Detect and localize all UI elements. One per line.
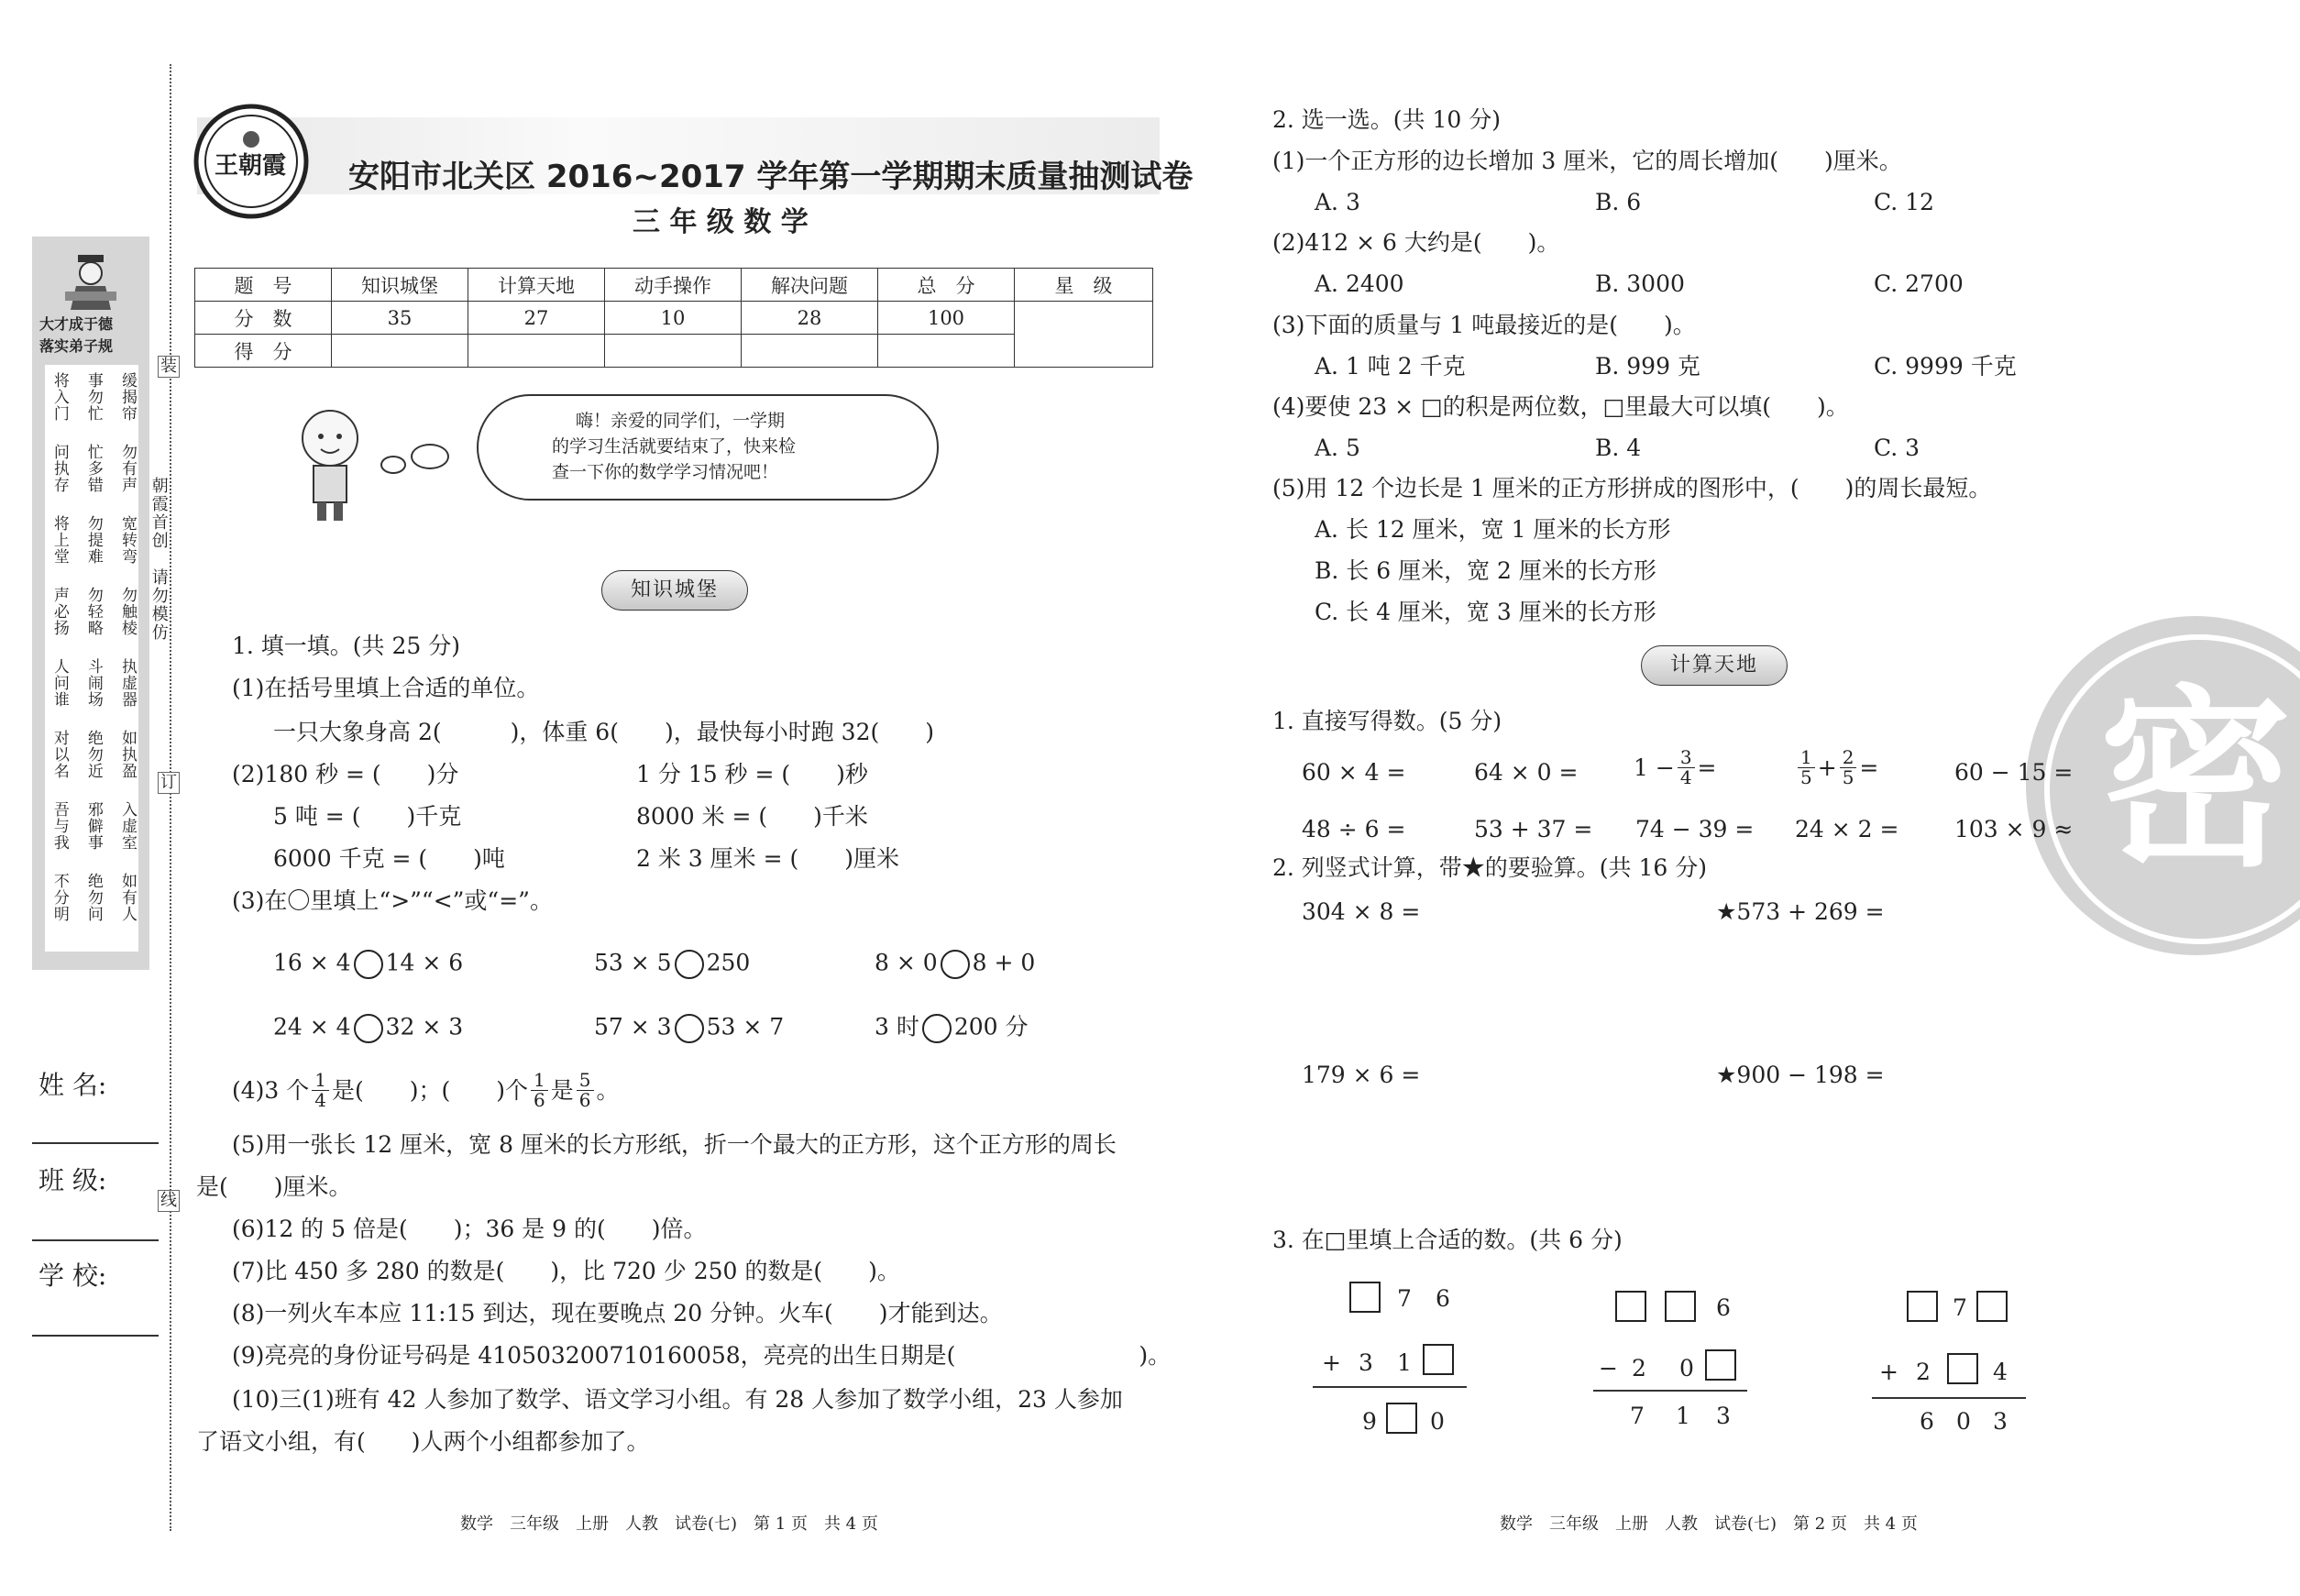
q2-item2: (2)412 × 6 大约是( )。 (1272, 229, 1560, 256)
motto-phrase: 勿提难 (83, 515, 103, 565)
q1-part4-text-b: 是( )；( )个 (332, 1077, 529, 1104)
motto-phrase: 入虚室 (118, 801, 137, 851)
speech-line-1: 嗨！亲爱的同学们，一学期 (576, 411, 786, 431)
motto-phrase: 绝勿近 (83, 730, 103, 779)
q1-part8: (8)一列火车本应 11:15 到达，现在要晚点 20 分钟。火车( )才能到达。 (232, 1300, 1003, 1326)
digit-box[interactable] (1705, 1349, 1736, 1381)
digit: 0 (1679, 1355, 1694, 1381)
denominator: 6 (534, 1089, 545, 1111)
compare-item (875, 1014, 1029, 1043)
score-cell[interactable] (605, 335, 742, 368)
numerator: 2 (1840, 748, 1857, 768)
q1-part10-line1: (10)三(1)班有 42 人参加了数学、语文学习小组。有 28 人参加了数学小组，23 人参加 (232, 1386, 1123, 1413)
c1-expr-fraction-sub (1634, 748, 1717, 787)
q2-item5-opt-c[interactable]: C. 长 4 厘米，宽 3 厘米的长方形 (1315, 599, 1656, 625)
motto-phrase: 问执存 (50, 444, 69, 493)
score-cell[interactable] (742, 335, 878, 368)
c1-expr: 24 × 2 = (1795, 816, 1899, 842)
q2-item1-opt-b[interactable]: B. 6 (1595, 189, 1642, 215)
motto-phrase: 声必扬 (50, 587, 69, 636)
motto-top: 大才成于德 (39, 315, 114, 333)
compare-circle[interactable] (922, 1014, 952, 1043)
q2-item4-opt-a[interactable]: A. 5 (1315, 435, 1360, 461)
digit-box[interactable] (1615, 1291, 1646, 1322)
expr-text: + (1817, 754, 1837, 781)
compare-item (875, 950, 1035, 979)
fold-mark-2: 订 (158, 772, 180, 794)
digit: 9 (1362, 1408, 1377, 1435)
operator: + (1879, 1359, 1898, 1385)
header-cell: 计算天地 (468, 269, 605, 302)
vertical-puzzle-c (1872, 1291, 2028, 1437)
digit: 4 (1993, 1359, 2008, 1385)
speech-line-2: 的学习生活就要结束了，快来检 (552, 436, 797, 457)
q2-item5-opt-a[interactable]: A. 长 12 厘米，宽 1 厘米的长方形 (1315, 516, 1671, 543)
q1-part4-text-a: (4)3 个 (232, 1077, 310, 1104)
digit: 1 (1397, 1349, 1412, 1376)
motto-row (50, 658, 135, 730)
c1-expr: 74 − 39 = (1635, 816, 1755, 842)
header-cell: 动手操作 (605, 269, 742, 302)
motto-phrase: 绝勿问 (83, 873, 103, 922)
thought-bubble-small (380, 456, 406, 474)
q2-item3-opt-a[interactable]: A. 1 吨 2 千克 (1315, 353, 1466, 380)
fraction (531, 1071, 548, 1110)
star-rating-cell[interactable] (1015, 302, 1153, 368)
q1-part2-c: 5 吨 = ( )千克 (273, 803, 462, 830)
score-row (195, 335, 1153, 368)
compare-circle[interactable] (354, 1014, 383, 1043)
digit-box[interactable] (1423, 1344, 1454, 1375)
q2-item3-opt-b[interactable]: B. 999 克 (1595, 353, 1700, 380)
q1-part3: (3)在〇里填上“>”“<”或“=”。 (232, 887, 553, 914)
compare-left: 57 × 3 (594, 1013, 672, 1040)
compare-right: 32 × 3 (385, 1013, 464, 1040)
q1-part2-d: 8000 米 = ( )千米 (636, 803, 868, 830)
motto-panel (32, 237, 149, 970)
vertical-note-2: 请勿模仿 (149, 568, 169, 642)
fraction (1798, 748, 1815, 787)
exam-subtitle: 三 年 级 数 学 (633, 206, 809, 238)
digit-box[interactable] (1386, 1403, 1417, 1434)
digit: 7 (1953, 1294, 1967, 1321)
motto-phrase: 忙多错 (83, 444, 103, 493)
digit: 3 (1359, 1349, 1373, 1376)
q2-item4-opt-c[interactable]: C. 3 (1874, 435, 1920, 461)
compare-circle[interactable] (675, 1014, 704, 1043)
q2-item3: (3)下面的质量与 1 吨最接近的是( )。 (1272, 312, 1696, 338)
points-cell: 35 (332, 302, 468, 335)
digit: 6 (1920, 1408, 1934, 1435)
q1-title: 1. 填一填。(共 25 分) (232, 633, 461, 659)
sum-line (1872, 1397, 2026, 1399)
motto-text-grid (50, 372, 135, 944)
expr-text: = (1697, 754, 1717, 781)
digit: 7 (1397, 1285, 1412, 1312)
q2-item5: (5)用 12 个边长是 1 厘米的正方形拼成的图形中，( )的周长最短。 (1272, 475, 1992, 501)
denominator: 6 (578, 1089, 591, 1111)
c3-title: 3. 在□里填上合适的数。(共 6 分) (1272, 1227, 1623, 1253)
q2-item3-opt-c[interactable]: C. 9999 千克 (1874, 353, 2017, 380)
fold-mark-3: 线 (158, 1190, 180, 1212)
c1-expr: 64 × 0 = (1474, 759, 1579, 786)
q1-part1-line: 一只大象身高 2( )，体重 6( )，最快每小时跑 32( ) (273, 719, 934, 745)
c2-title: 2. 列竖式计算，带★的要验算。(共 16 分) (1272, 854, 1708, 881)
compare-circle[interactable] (354, 950, 383, 979)
q1-part7: (7)比 450 多 280 的数是( )，比 720 少 250 的数是( )。 (232, 1258, 900, 1284)
exam-title: 安阳市北关区 2016~2017 学年第一学期期末质量抽测试卷 (348, 159, 1194, 195)
q2-item1: (1)一个正方形的边长增加 3 厘米，它的周长增加( )厘米。 (1272, 148, 1902, 174)
school-field[interactable] (32, 1335, 159, 1337)
compare-left: 8 × 0 (875, 949, 938, 976)
motto-row (50, 515, 135, 587)
compare-left: 24 × 4 (273, 1013, 351, 1040)
motto-phrase: 人问谁 (50, 658, 69, 708)
compare-item (594, 950, 750, 979)
header-cell: 总 分 (878, 269, 1015, 302)
q2-title: 2. 选一选。(共 10 分) (1272, 106, 1502, 133)
motto-phrase: 勿轻略 (83, 587, 103, 636)
q2-item1-opt-a[interactable]: A. 3 (1315, 189, 1360, 215)
points-cell: 100 (878, 302, 1015, 335)
motto-phrase: 如执盈 (118, 730, 137, 779)
q1-part4-text-d: 。 (596, 1077, 620, 1104)
header-cell: 解决问题 (742, 269, 878, 302)
numerator: 5 (577, 1071, 594, 1091)
motto-phrase: 如有人 (118, 873, 137, 922)
confidential-watermark (2026, 616, 2300, 955)
compare-circle[interactable] (941, 950, 970, 979)
motto-phrase: 勿有声 (118, 444, 137, 493)
digit: 0 (1956, 1408, 1971, 1435)
c1-expr: 103 × 9 ≈ (1954, 816, 2074, 842)
q1-part5-line2: 是( )厘米。 (196, 1173, 352, 1200)
cartoon-boy-icon (293, 403, 367, 523)
vertical-puzzle-b (1593, 1291, 1749, 1437)
digit: 1 (1676, 1403, 1690, 1429)
expr-text: 1 − (1634, 754, 1675, 781)
motto-phrase: 邪僻事 (83, 801, 103, 851)
numerator: 3 (1678, 748, 1695, 768)
compare-right: 53 × 7 (706, 1013, 785, 1040)
footer-right: 数学 三年级 上册 人教 试卷(七) 第 2 页 共 4 页 (1500, 1514, 1918, 1534)
c1-expr: 60 − 15 = (1954, 759, 2074, 786)
q1-part2-e: 6000 千克 = ( )吨 (273, 845, 505, 872)
motto-phrase: 宽转弯 (118, 515, 137, 565)
speech-line-3: 查一下你的数学学习情况吧！ (552, 462, 779, 482)
compare-right: 14 × 6 (385, 949, 464, 976)
digit: 6 (1436, 1285, 1450, 1312)
motto-phrase: 将上堂 (50, 515, 69, 565)
section-label-calculation: 计算天地 (1641, 645, 1788, 686)
fraction (312, 1071, 329, 1110)
score-cell[interactable] (468, 335, 605, 368)
motto-row (50, 587, 135, 658)
denominator: 4 (314, 1089, 326, 1111)
q1-part4 (232, 1071, 620, 1110)
compare-circle[interactable] (675, 950, 704, 979)
denominator: 5 (1842, 766, 1854, 788)
c1-expr-fraction-add (1795, 748, 1878, 787)
q2-item2-opt-b[interactable]: B. 3000 (1595, 270, 1685, 297)
denominator: 5 (1800, 766, 1812, 788)
row-label: 得 分 (195, 335, 332, 368)
operator: + (1322, 1349, 1341, 1376)
q1-part9: (9)亮亮的身份证号码是 410503200710160058，亮亮的出生日期是( )。 (232, 1342, 1172, 1369)
section-label-knowledge-castle: 知识城堡 (601, 570, 748, 611)
c1-expr: 60 × 4 = (1302, 759, 1406, 786)
q1-part5-line1: (5)用一张长 12 厘米，宽 8 厘米的长方形纸，折一个最大的正方形，这个正方形的周长 (232, 1131, 1117, 1158)
vertical-puzzle-a (1313, 1282, 1469, 1437)
q2-item2-opt-a[interactable]: A. 2400 (1315, 270, 1404, 297)
motto-row (50, 801, 135, 873)
q1-part6: (6)12 的 5 倍是( )；36 是 9 的( )倍。 (232, 1216, 707, 1242)
fold-mark-1: 装 (158, 356, 180, 378)
digit-box[interactable] (1665, 1291, 1696, 1322)
compare-item (273, 950, 463, 979)
watermark-glyph: 密 (2099, 666, 2293, 893)
digit-box[interactable] (1907, 1291, 1938, 1322)
score-table-header-row (195, 269, 1153, 302)
q2-item2-opt-c[interactable]: C. 2700 (1874, 270, 1964, 297)
q1-part1: (1)在括号里填上合适的单位。 (232, 675, 540, 701)
motto-phrase: 勿触棱 (118, 587, 137, 636)
score-cell[interactable] (878, 335, 1015, 368)
motto-row (50, 730, 135, 801)
school-label: 学 校: (39, 1260, 107, 1291)
score-cell[interactable] (332, 335, 468, 368)
numerator: 1 (312, 1071, 329, 1091)
digit-box[interactable] (1976, 1291, 2008, 1322)
motto-phrase: 不分明 (50, 873, 69, 922)
header-cell: 题 号 (195, 269, 332, 302)
header-cell: 星 级 (1015, 269, 1153, 302)
operator: − (1599, 1355, 1618, 1381)
q2-item5-opt-b[interactable]: B. 长 6 厘米，宽 2 厘米的长方形 (1315, 557, 1656, 584)
c1-title: 1. 直接写得数。(5 分) (1272, 708, 1502, 734)
c2-expr: ★900 − 198 = (1716, 1062, 1885, 1088)
compare-left: 3 时 (875, 1013, 919, 1040)
digit: 2 (1916, 1359, 1931, 1385)
thought-bubble-medium (411, 444, 449, 469)
motto-row (50, 873, 135, 944)
c2-expr: 304 × 8 = (1302, 898, 1421, 925)
fraction (577, 1071, 594, 1110)
motto-bottom: 落实弟子规 (39, 337, 114, 355)
class-field[interactable] (32, 1239, 159, 1241)
numerator: 1 (531, 1071, 548, 1091)
header-cell: 知识城堡 (332, 269, 468, 302)
compare-right: 250 (706, 949, 751, 976)
digit: 3 (1716, 1403, 1731, 1429)
c1-expr: 53 + 37 = (1474, 816, 1593, 842)
digit: 0 (1430, 1408, 1445, 1435)
motto-phrase: 斗闹场 (83, 658, 103, 708)
motto-phrase: 吾与我 (50, 801, 69, 851)
points-row (195, 302, 1153, 335)
q1-part2-f: 2 米 3 厘米 = ( )厘米 (636, 845, 900, 872)
score-table (194, 268, 1153, 368)
motto-row (50, 372, 135, 444)
digit-box[interactable] (1947, 1353, 1978, 1384)
q2-item4: (4)要使 23 × □的积是两位数，□里最大可以填( )。 (1272, 393, 1849, 420)
digit: 7 (1630, 1403, 1645, 1429)
compare-item (594, 1014, 784, 1043)
motto-phrase: 事勿忙 (83, 372, 103, 422)
c2-expr: ★573 + 269 = (1716, 898, 1885, 925)
digit: 3 (1993, 1408, 2008, 1435)
digit: 6 (1716, 1294, 1731, 1321)
compare-item (273, 1014, 463, 1043)
dotted-binding-line (170, 64, 171, 1531)
class-label: 班 级: (39, 1165, 107, 1195)
digit: 2 (1632, 1355, 1646, 1381)
motto-phrase: 缓揭帘 (118, 372, 137, 422)
compare-left: 16 × 4 (273, 949, 351, 976)
q1-part2-a: (2)180 秒 = ( )分 (232, 761, 459, 787)
name-label: 姓 名: (39, 1070, 107, 1100)
motto-phrase: 将入门 (50, 372, 69, 422)
points-cell: 28 (742, 302, 878, 335)
q1-part2-b: 1 分 15 秒 = ( )秒 (636, 761, 868, 787)
c1-expr: 48 ÷ 6 = (1302, 816, 1406, 842)
name-field[interactable] (32, 1142, 159, 1144)
sum-line (1313, 1386, 1467, 1388)
publisher-logo (193, 103, 310, 220)
c2-expr: 179 × 6 = (1302, 1062, 1421, 1088)
compare-left: 53 × 5 (594, 949, 672, 976)
compare-right: 200 分 (953, 1013, 1029, 1040)
points-cell: 27 (468, 302, 605, 335)
points-cell: 10 (605, 302, 742, 335)
q2-item4-opt-b[interactable]: B. 4 (1595, 435, 1642, 461)
q1-part10-line2: 了语文小组，有( )人两个小组都参加了。 (196, 1428, 650, 1455)
denominator: 4 (1679, 766, 1692, 788)
vertical-note-1: 朝霞首创 (149, 477, 169, 550)
numerator: 1 (1798, 748, 1815, 768)
logo-text: 王朝霞 (215, 152, 287, 180)
row-label: 分 数 (195, 302, 332, 335)
fraction (1678, 748, 1695, 787)
scholar-figure-icon (63, 253, 118, 310)
difference-line (1593, 1390, 1747, 1392)
digit-box[interactable] (1349, 1282, 1381, 1313)
q1-part4-text-c: 是 (550, 1077, 574, 1104)
expr-text: = (1859, 754, 1879, 781)
motto-row (50, 444, 135, 515)
footer-left: 数学 三年级 上册 人教 试卷(七) 第 1 页 共 4 页 (460, 1514, 878, 1534)
motto-phrase: 执虚器 (118, 658, 137, 708)
compare-right: 8 + 0 (972, 949, 1036, 976)
motto-phrase: 对以名 (50, 730, 69, 779)
fraction (1840, 748, 1857, 787)
q2-item1-opt-c[interactable]: C. 12 (1874, 189, 1934, 215)
